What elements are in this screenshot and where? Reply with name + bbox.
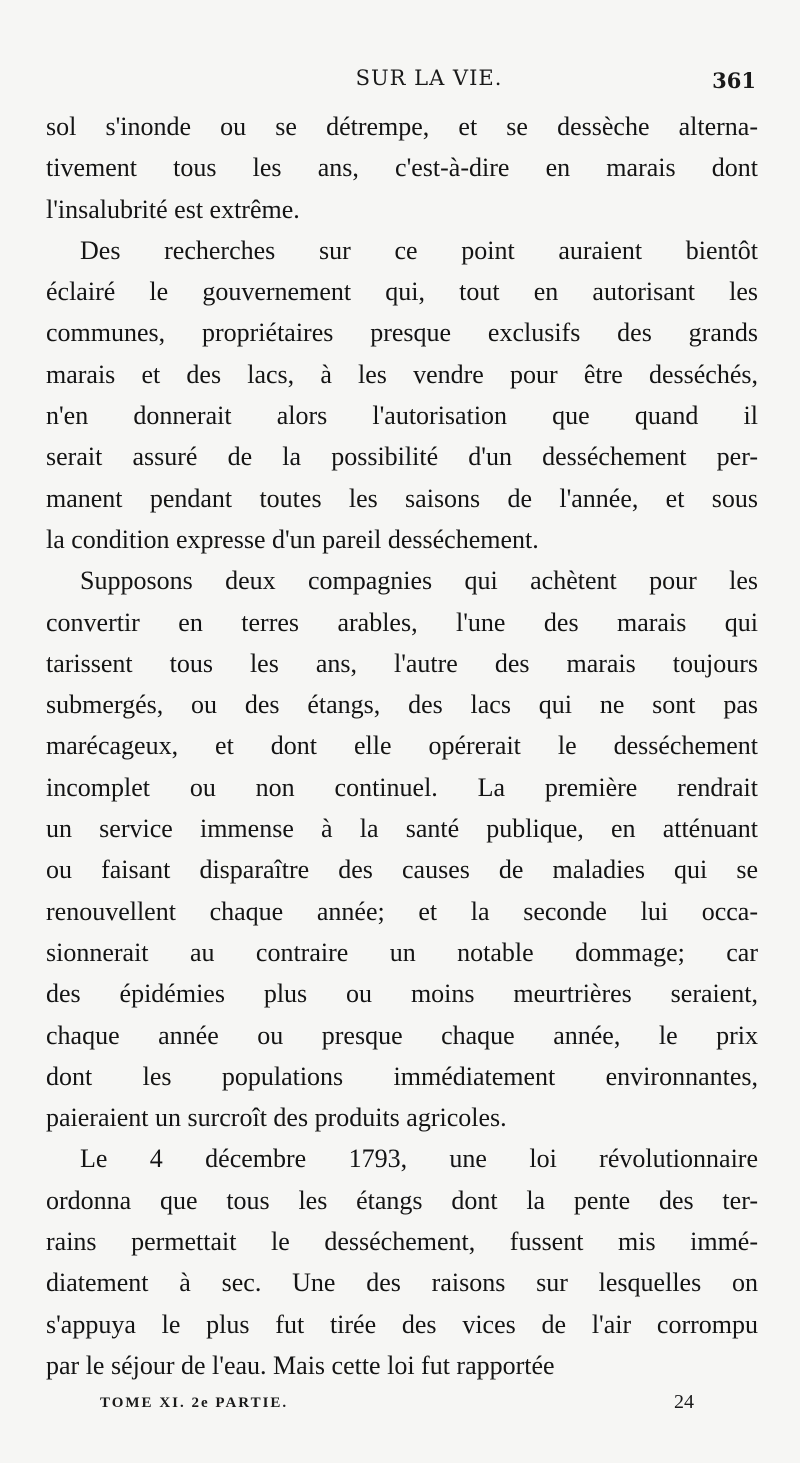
text-line: Des recherches sur ce point auraient bientôt — [80, 235, 758, 265]
page-number: 361 — [712, 68, 756, 93]
text-line: sol s'inonde ou se détrempe, et se dessèche alterna- — [46, 112, 758, 141]
text-line: marais et des lacs, à les vendre pour être desséchés, — [46, 359, 758, 389]
page-footer — [100, 1391, 694, 1421]
text-line: tivement tous les ans, c'est-à-dire en marais dont — [46, 153, 758, 183]
text-line: rains permettait le desséchement, fussent mis immé- — [46, 1227, 758, 1257]
text-line: ordonna que tous les étangs dont la pente des ter- — [46, 1185, 758, 1215]
text-line: Supposons deux compagnies qui achètent pour les — [80, 566, 758, 596]
signature-mark: 24 — [674, 1391, 694, 1413]
printer-signature: TOME XI. 2e PARTIE. — [100, 1395, 289, 1411]
text-line: marécageux, et dont elle opérerait le desséchement — [46, 731, 758, 761]
body-text — [46, 106, 758, 1386]
text-line: un service immense à la santé publique, en atténuant — [46, 814, 758, 844]
text-line: manent pendant toutes les saisons de l'année, et sous — [46, 483, 758, 513]
text-line: diatement à sec. Une des raisons sur lesquelles on — [46, 1268, 758, 1298]
text-line: chaque année ou presque chaque année, le prix — [46, 1020, 758, 1050]
text-line: dont les populations immédiatement environnantes, — [46, 1061, 758, 1091]
text-line: communes, propriétaires presque exclusifs des grands — [46, 318, 758, 348]
paragraph — [46, 106, 758, 230]
text-line: par le séjour de l'eau. Mais cette loi fut rapportée — [46, 1350, 555, 1380]
text-line: n'en donnerait alors l'autorisation que quand il — [46, 401, 758, 431]
text-line: serait assuré de la possibilité d'un desséchement per- — [46, 442, 758, 472]
text-line: paieraient un surcroît des produits agricoles. — [46, 1103, 507, 1133]
page-header — [46, 66, 756, 102]
text-line: éclairé le gouvernement qui, tout en autorisant les — [46, 277, 758, 307]
text-line: tarissent tous les ans, l'autre des marais toujours — [46, 648, 758, 678]
paragraph — [46, 230, 758, 560]
paragraph — [46, 1138, 758, 1386]
text-line: s'appuya le plus fut tirée des vices de l'air corrompu — [46, 1309, 758, 1339]
paragraph — [46, 560, 758, 1138]
text-line: submergés, ou des étangs, des lacs qui ne sont pas — [46, 690, 758, 720]
text-line: Le 4 décembre 1793, une loi révolutionnaire — [80, 1144, 758, 1174]
text-line: sionnerait au contraire un notable dommage; car — [46, 937, 758, 967]
text-line: l'insalubrité est extrême. — [46, 194, 300, 224]
running-title: SUR LA VIE. — [355, 66, 503, 90]
text-line: la condition expresse d'un pareil desséchement. — [46, 524, 539, 554]
text-line: convertir en terres arables, l'une des marais qui — [46, 607, 758, 637]
text-line: des épidémies plus ou moins meurtrières seraient, — [46, 979, 758, 1009]
text-line: incomplet ou non continuel. La première rendrait — [46, 772, 758, 802]
text-line: renouvellent chaque année; et la seconde lui occa- — [46, 896, 758, 926]
text-line: ou faisant disparaître des causes de maladies qui se — [46, 855, 758, 885]
